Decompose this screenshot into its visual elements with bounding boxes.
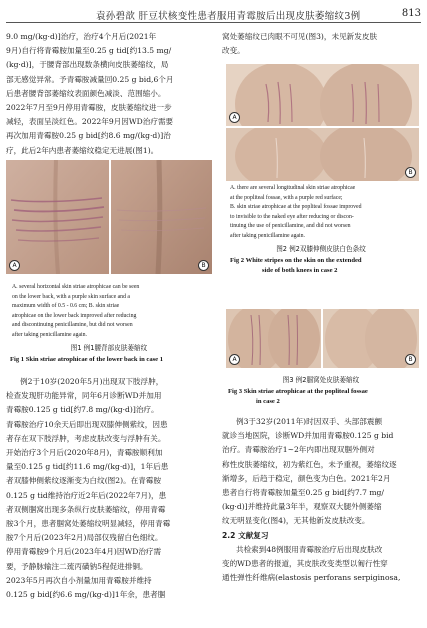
text-line: 后患者腰背部萎缩纹表面颜色减淡、范围缩小。 [6, 88, 166, 98]
figure-2-caption-en [230, 184, 420, 242]
case2-paragraph [6, 375, 212, 602]
text-line: 青霉胺0.125 g tid[约7.8 mg/(kg·d)]治疗。 [6, 405, 159, 415]
figure-2-photo-a [226, 64, 419, 126]
figure-1-photo-b [111, 160, 212, 274]
text-line: 检查发现肝功能异常，同年6月诊断WD并加用 [6, 391, 162, 401]
text-line: 0.125 g bid[约6.6 mg/(kg·d)]1年余，患者腘 [6, 590, 166, 600]
panel-label-b: B [198, 260, 209, 271]
panel-label-b: B [405, 167, 416, 178]
header-rule [6, 22, 421, 23]
figure-2-title-en-1: Fig 2 White stripes on the skin on the extended [230, 257, 362, 264]
back-skin-image-after [111, 160, 212, 274]
text-line: 减轻，表面呈淡红色。2022年9月因WD治疗需要 [6, 117, 174, 127]
panel-label-a: A [229, 354, 240, 365]
caption-line: A. there are several longitudinal skin striae atrophicae [230, 185, 356, 191]
caption-line: maximum width of 0.5 - 0.6 cm; B. skin striae [12, 303, 120, 310]
figure-3-title-en-2: in case 2 [256, 398, 280, 405]
caption-line: after taking penicillamine again. [12, 331, 88, 338]
caption-line: B. skin striae atrophicae at the popliteal fossae improved [230, 204, 362, 211]
text-line: 渐增多，后趋于稳定，颜色变为白色。2021年2月 [222, 473, 391, 483]
text-line: 变的WD患者的报道，其皮肤改变类型以匍行性穿 [222, 559, 388, 569]
popliteal-skin-image [226, 309, 321, 368]
text-line: 就诊当地医院，诊断WD并加用青霉胺0.125 g bid [222, 431, 394, 441]
text-line: 9.0 mg/(kg·d)]治疗，治疗4个月后(2021年 [6, 32, 157, 41]
text-line: 者双膝伸侧紫纹逐渐变为白纹(图2)。在青霉胺 [6, 476, 162, 486]
running-title: 袁孙碧歆 肝豆状核变性患者服用青霉胺后出现皮肤萎缩纹3例 [96, 11, 361, 22]
text-line: 例2于10岁(2020年5月)出现双下肢浮肿， [20, 377, 164, 386]
figure-2-title-cn: 图2 例2双膝伸侧皮肤白色条纹 [276, 245, 366, 253]
figure-3-title-cn: 图3 例2腘窝处皮肤萎缩纹 [282, 376, 360, 384]
text-line: 9月)自行将青霉胺加量至0.25 g tid[约13.5 mg/ [6, 46, 172, 56]
caption-line: tinuing the use of penicillamine, and did not worsen [230, 223, 351, 230]
figure-2-photo-b [226, 128, 419, 181]
section-heading: 2.2 文献复习 [222, 530, 269, 540]
left-column [6, 30, 212, 158]
caption-line: after taking penicillamine again. [230, 232, 306, 239]
knee-skin-image-after [226, 128, 419, 181]
text-line: 者双侧腘窝出现多条纵行皮肤萎缩纹，停用青霉 [6, 504, 166, 514]
caption-line: to invisible to the naked eye after reducing or discon- [230, 213, 354, 220]
figure-1-title-en: Fig 1 Skin striae atrophicae of the lower back in case 1 [10, 356, 164, 363]
figure-3-photo-b [323, 309, 419, 368]
figure-1-caption-en [12, 283, 208, 341]
page-number: 813 [401, 8, 421, 19]
panel-label-b: B [405, 354, 416, 365]
text-line: 青霉胺治疗10余天后即出现双膝伸侧紫纹，因患 [6, 419, 168, 429]
figure-1-photo-a [6, 160, 109, 274]
panel-label-a: A [229, 112, 240, 123]
case3-paragraph [222, 415, 420, 585]
text-line: 窝处萎缩纹已肉眼不可见(图3)，未见新发皮肤 [222, 32, 378, 41]
text-line: 治疗。青霉胺治疗1~2年内即出现双腘外侧对 [222, 445, 375, 455]
text-line: 0.125 g tid维持治疗近2年后(2022年7月)，患 [6, 490, 167, 500]
text-line: 患者自行将青霉胺加量至0.25 g bid[约7.7 mg/ [222, 488, 384, 498]
caption-line: atrophicae on the lower back improved after reducing [12, 312, 137, 319]
text-line: (kg·d)]，于腰背部出现数条横向皮肤萎缩纹，局 [6, 60, 169, 70]
back-skin-image [6, 160, 109, 274]
panel-label-a: A [9, 260, 20, 271]
text-line: (kg·d)]并维持此量3年半，观察双大腿外侧萎缩 [222, 502, 382, 512]
figure-1-title-cn: 图1 例1腰背部皮肤萎缩纹 [70, 344, 148, 352]
text-line: 开始治疗3个月后(2020年8月)，青霉胺顺利加 [6, 448, 163, 458]
figure-2-title-en-2: side of both knees in case 2 [262, 267, 338, 274]
right-column-top [222, 30, 420, 58]
text-line: 部无感觉异常。予青霉胺减量回0.25 g bid,6个月 [6, 74, 174, 84]
text-line: 疗，此后2年内患者萎缩纹稳定无进展(图1)。 [6, 145, 159, 155]
text-line: 停用青霉胺9个月后(2023年4月)因WD治疗需 [6, 547, 162, 557]
figure-3-title-en-1: Fig 3 Skin striae atrophicae at the popliteal fossae [228, 388, 368, 395]
text-line: 称性皮肤萎缩纹，初为紫红色，未予重视，萎缩纹逐 [222, 459, 397, 469]
case1-paragraph [6, 30, 212, 158]
text-line: 要，予静脉输注二巯丙磺钠5程促进排铜。 [6, 561, 148, 571]
text-line: 例3于32岁(2011年)时因双手、头部部震颤 [236, 417, 383, 426]
text-line: 2023年5月再次自小剂量加用青霉胺并维持 [6, 575, 152, 585]
caption-line: and discontinuing penicillamine, but did not worsen [12, 322, 133, 329]
figure-3-photo-a [226, 309, 321, 368]
text-line: 2022年7月至9月停用青霉胺，皮肤萎缩纹进一步 [6, 103, 172, 113]
text-line: 者存在双下肢浮肿，考虑皮肤改变与浮肿有关。 [6, 433, 166, 443]
caption-line: A. several horizontal skin striae atrophicae can be seen [12, 284, 140, 290]
text-line: 共检索到48例服用青霉胺治疗后出现皮肤改 [236, 544, 383, 554]
text-line: 再次加用青霉胺0.25 g bid[约8.6 mg/(kg·d)]治 [6, 131, 171, 141]
text-line: 通性弹性纤维病(elastosis perforans serpiginosa, [222, 573, 401, 583]
text-line: 胺7个月后(2023年2月)局部仅残留白色细纹。 [6, 533, 163, 543]
caption-line: at the popliteal fossae, with a purple red surface; [230, 194, 343, 201]
text-line: 量至0.125 g tid[约11.6 mg/(kg·d)]，1年后患 [6, 462, 169, 472]
text-line: 胺3个月，患者腘窝处萎缩纹明显减轻，停用青霉 [6, 519, 171, 529]
running-header [6, 6, 421, 22]
text-line: 改变。 [222, 46, 245, 56]
knee-skin-image [226, 64, 419, 126]
text-line: 纹无明显变化(图4)，无其他新发皮肤改变。 [222, 516, 370, 526]
caption-line: on the lower back, with a purple skin surface and a [12, 293, 130, 300]
